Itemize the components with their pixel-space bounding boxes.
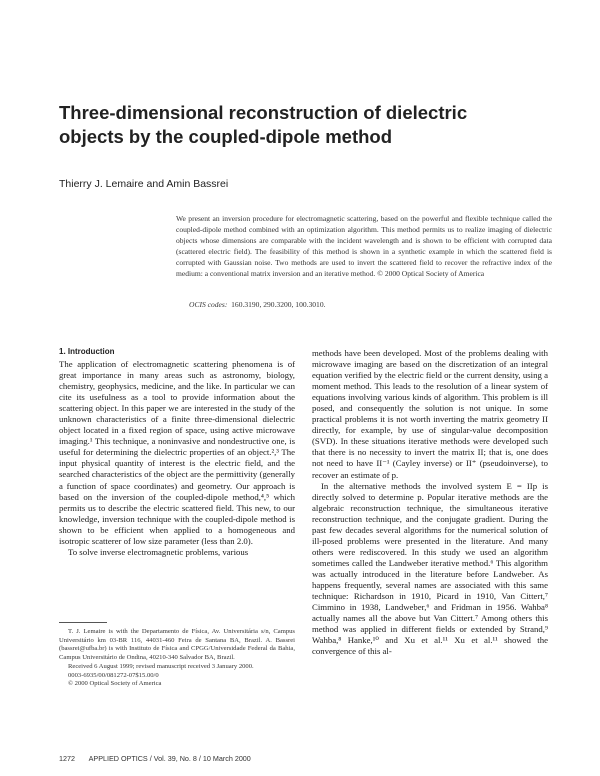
- ocis-values: 160.3190, 290.3200, 100.3010.: [231, 300, 326, 309]
- body-column-left: [59, 359, 295, 558]
- author-line: Thierry J. Lemaire and Amin Bassrei: [59, 178, 229, 190]
- body-column-right: [312, 348, 548, 657]
- page-footer: [59, 754, 251, 763]
- paragraph: To solve inverse electromagnetic problems, various: [68, 546, 249, 557]
- footnote-affiliation: T. J. Lemaire is with the Departamento de Física, Av. Universitária s/n, Campus Universitário km 03-BR 116, 44031-460 Feira de Santana BA, Brazil. A. Bassrei (bassrei@ufba.br) is with Instituto de Física and CPGG/Universidade Federal da Bahia, Campus Universitário de Ondina, 40210-340 Salvador BA, Brazil.: [59, 628, 295, 662]
- paragraph: In the alternative methods the involved system E = IIp is directly solved to determine p. Popular iterative methods are the algebraic reconstruction technique, the simultaneous iterative reconstruction technique, and the conjugate gradient. During the past few decades several algorithms for the numerical solution of ill-posed problems were presented in the literature. And many others were rediscovered. In this study we used an algorithm sometimes called the Landweber iterative method.⁶ This algorithm was actually introduced in the literature before Landweber. As happens frequently, several names are associated with this same technique: Richardson in 1910, Picard in 1910, Van Cittert,⁷ Cimmino in 1938, Landweber,⁶ and Fridman in 1956. Wahba⁸ actually names all the above but Van Cittert.⁷ Among others this method was applied in different fields or extended by Strand,⁹ Wahba,⁸ Hanke,¹⁰ and Xu et al.¹¹ Xu et al.¹¹ showed the convergence of this al-: [312, 480, 548, 657]
- article-title: Three-dimensional reconstruction of dielectric objects by the coupled-dipole method: [59, 102, 468, 147]
- section-heading-introduction: 1. Introduction: [59, 347, 115, 356]
- footnote-received: Received 6 August 1999; revised manuscript received 3 January 2000.: [68, 662, 254, 670]
- ocis-label: OCIS codes:: [189, 300, 228, 309]
- footnote-copyright: © 2000 Optical Society of America: [68, 680, 162, 688]
- paragraph: methods have been developed. Most of the problems dealing with microwave imaging are based on the discretization of an integral equation verified by the electric field or the current density, using a moment method. This leads to the resolution of a linear system of equations involving various kinds of algorithm. This problem is ill posed, and consequently the solution is not unique. In some practical problems it is not worth inverting the matrix geometry II directly, for example, by use of singular-value decomposition (SVD). In these situations iterative methods were developed such that there is no necessity to invert the matrix II; that is, one does not need to have II⁻¹ (Cayley inverse) or II⁺ (pseudoinverse), to recover an estimate of p.: [312, 348, 548, 480]
- page-number: 1272: [59, 754, 75, 763]
- abstract: We present an inversion procedure for electromagnetic scattering, based on the powerful and flexible technique called the coupled-dipole method combined with an optimization algorithm. This method permits us to realize imaging of dielectric objects whose dimensions are comparable with the incident wavelength and is shown to be efficient with corrupted data (scattered electric field). The feasibility of this method is shown in a synthetic example in which the scattered field is corrupted with Gaussian noise. Two methods are used to invert the scattered field to recover the refractive index of the medium: a conventional matrix inversion and an iterative method. © 2000 Optical Society of America: [176, 214, 552, 278]
- journal-info: APPLIED OPTICS / Vol. 39, No. 8 / 10 March 2000: [88, 754, 251, 763]
- footnote-code: 0003-6935/00/081272-07$15.00/0: [68, 671, 159, 679]
- footnotes: [59, 628, 295, 689]
- ocis-codes: [189, 300, 325, 309]
- paragraph: The application of electromagnetic scattering phenomena is of great importance in many areas such as astronomy, biology, chemistry, geophysics, medicine, and the like. In particular we can cite its usefulness as a tool to provide information about the scattering object. In this paper we are interested in the study of the unknown characteristics of a finite three-dimensional dielectric object located in a fixed region of space, using active microwave imaging.¹ This technique, a noninvasive and nondestructive one, is useful for determining the dielectric properties of an object.²,³ The input physical quantity of interest is the electric field, and the searched characteristics of the object are the permittivity (generally a function of space coordinates) and geometry. Our approach is based on the inversion of the coupled-dipole method,⁴,⁵ which permits us to describe the electric scattered field. This new, to our knowledge, inversion technique with the coupled-dipole method is shown to be efficient when applied to a homogeneous and isotropic scatterer of low size parameter (less than 2.0).: [59, 359, 295, 546]
- footnote-divider: [59, 622, 107, 623]
